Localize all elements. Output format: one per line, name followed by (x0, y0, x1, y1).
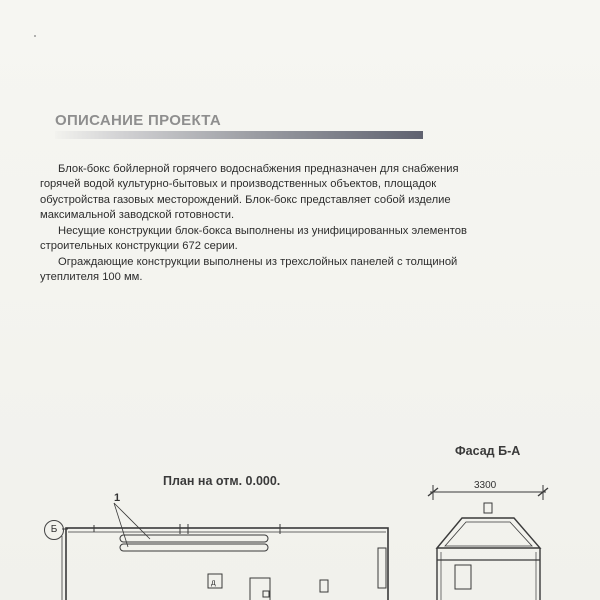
chimney (484, 503, 492, 513)
boiler-tank-lower (120, 544, 268, 551)
facade-roof-inner (445, 522, 532, 546)
paragraph-line: Ограждающие конструкции выполнены из трехслойных панелей с толщиной (58, 256, 458, 268)
paragraph-line: обустройства газовых месторождений. Блок-бокс представляет собой изделие (40, 193, 451, 206)
plan-outer-wall (66, 528, 388, 600)
plan-callout-number: 1 (114, 492, 121, 504)
facade-title: Фасад Б-А (455, 444, 521, 458)
door-block (378, 548, 386, 588)
paragraph-line: Блок-бокс бойлерной горячего водоснабжения предназначен для снабжения (58, 163, 459, 175)
equipment-detail (263, 591, 269, 597)
dimension-tick (428, 488, 438, 496)
paragraph-line: максимальной заводской готовности. (40, 209, 235, 222)
facade-dimension-label: 3300 (474, 480, 497, 491)
paragraph-3 (40, 255, 550, 286)
plan-room-label: д (211, 578, 216, 587)
plan-drawing (62, 503, 388, 600)
paragraph-line: строительных конструкции 672 серии. (40, 240, 238, 253)
scan-speck (34, 35, 36, 37)
callout-leader (114, 503, 128, 547)
equipment-cabinet (250, 578, 270, 600)
callout-leader (114, 503, 150, 539)
plan-title: План на отм. 0.000. (163, 474, 281, 488)
dimension-tick (538, 488, 548, 496)
paragraph-line: горячей водой культурно-бытовых и производственных объектов, площадок (40, 178, 437, 191)
section-heading: ОПИСАНИЕ ПРОЕКТА (55, 112, 221, 129)
paragraph-2 (40, 224, 550, 255)
equipment-small (320, 580, 328, 592)
facade-door (455, 565, 471, 589)
axis-marker-b: Б (44, 520, 64, 540)
paragraph-line: утеплителя 100 мм. (40, 271, 143, 284)
paragraph-line: Несущие конструкции блок-бокса выполнены из унифицированных элементов (58, 225, 467, 237)
heading-underline-bar (55, 131, 423, 139)
paragraph-1 (40, 162, 550, 224)
facade-roof (437, 518, 540, 548)
facade-drawing (428, 485, 548, 600)
boiler-tank-upper (120, 535, 268, 542)
